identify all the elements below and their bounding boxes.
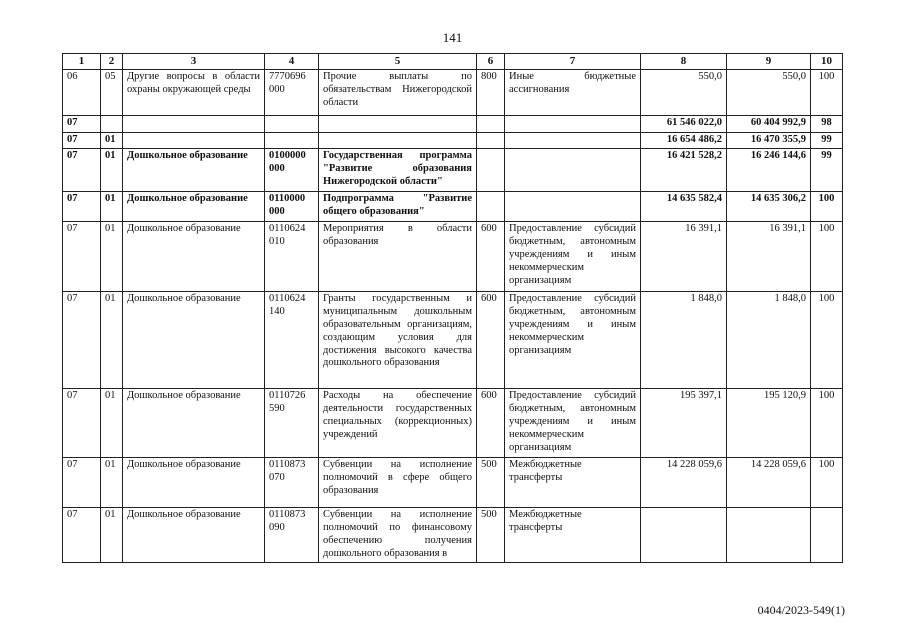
target-article-cell	[265, 116, 319, 133]
table-row	[63, 116, 843, 133]
subsection-code-cell: 01	[101, 292, 123, 389]
section-code-cell: 07	[63, 292, 101, 389]
expense-type-name-cell: Иные бюджетные ассигнования	[505, 70, 641, 116]
section-code-cell: 07	[63, 458, 101, 508]
approved-amount-cell: 16 421 528,2	[641, 149, 727, 192]
executed-amount-cell: 14 635 306,2	[727, 192, 811, 222]
section-name-cell: Другие вопросы в области охраны окружающей среды	[123, 70, 265, 116]
section-code-cell: 07	[63, 116, 101, 133]
approved-amount-cell: 16 654 486,2	[641, 133, 727, 149]
expense-type-code-cell: 500	[477, 508, 505, 562]
target-article-cell	[265, 133, 319, 149]
executed-amount-cell: 16 246 144,6	[727, 149, 811, 192]
executed-amount-cell	[727, 508, 811, 562]
table-row	[63, 192, 843, 222]
expense-type-name-cell	[505, 133, 641, 149]
document-code: 0404/2023-549(1)	[757, 603, 845, 617]
target-article-name-cell	[319, 133, 477, 149]
execution-percent-cell: 100	[811, 222, 843, 292]
target-article-name-cell: Мероприятия в области образования	[319, 222, 477, 292]
section-name-cell: Дошкольное образование	[123, 222, 265, 292]
header-row	[63, 54, 843, 70]
table-row	[63, 133, 843, 149]
section-name-cell: Дошкольное образование	[123, 192, 265, 222]
table-row	[63, 222, 843, 292]
section-code-cell: 07	[63, 389, 101, 458]
expense-type-code-cell	[477, 149, 505, 192]
target-article-cell: 7770696 000	[265, 70, 319, 116]
header-cell: 5	[319, 54, 477, 70]
header-cell: 3	[123, 54, 265, 70]
table-row	[63, 458, 843, 508]
header-cell: 6	[477, 54, 505, 70]
section-name-cell: Дошкольное образование	[123, 508, 265, 562]
executed-amount-cell: 16 391,1	[727, 222, 811, 292]
page-number: 141	[442, 30, 463, 45]
table-row	[63, 508, 843, 562]
executed-amount-cell: 195 120,9	[727, 389, 811, 458]
approved-amount-cell: 550,0	[641, 70, 727, 116]
subsection-code-cell: 01	[101, 458, 123, 508]
subsection-code-cell: 01	[101, 192, 123, 222]
target-article-cell: 0110000 000	[265, 192, 319, 222]
subsection-code-cell: 01	[101, 133, 123, 149]
target-article-cell: 0110624 010	[265, 222, 319, 292]
target-article-name-cell: Расходы на обеспечение деятельности государственных специальных (коррекционных) учреждений	[319, 389, 477, 458]
header-cell: 9	[727, 54, 811, 70]
section-code-cell: 07	[63, 133, 101, 149]
expense-type-name-cell: Предоставление субсидий бюджетным, автономным учреждениям и иным некоммерческим организациям	[505, 292, 641, 389]
header-cell: 10	[811, 54, 843, 70]
section-code-cell: 07	[63, 192, 101, 222]
target-article-name-cell	[319, 116, 477, 133]
subsection-code-cell	[101, 116, 123, 133]
executed-amount-cell: 60 404 992,9	[727, 116, 811, 133]
approved-amount-cell: 195 397,1	[641, 389, 727, 458]
expense-type-name-cell: Межбюджетные трансферты	[505, 508, 641, 562]
executed-amount-cell: 16 470 355,9	[727, 133, 811, 149]
subsection-code-cell: 05	[101, 70, 123, 116]
execution-percent-cell: 100	[811, 70, 843, 116]
header-cell: 4	[265, 54, 319, 70]
section-name-cell: Дошкольное образование	[123, 458, 265, 508]
expense-type-code-cell	[477, 133, 505, 149]
execution-percent-cell	[811, 508, 843, 562]
target-article-cell: 0110726 590	[265, 389, 319, 458]
executed-amount-cell: 14 228 059,6	[727, 458, 811, 508]
executed-amount-cell: 1 848,0	[727, 292, 811, 389]
table-row	[63, 149, 843, 192]
subsection-code-cell: 01	[101, 508, 123, 562]
expense-type-name-cell	[505, 116, 641, 133]
execution-percent-cell: 99	[811, 149, 843, 192]
approved-amount-cell: 14 635 582,4	[641, 192, 727, 222]
execution-percent-cell: 100	[811, 389, 843, 458]
target-article-cell: 0110624 140	[265, 292, 319, 389]
header-cell: 2	[101, 54, 123, 70]
expense-type-name-cell: Предоставление субсидий бюджетным, автономным учреждениям и иным некоммерческим организациям	[505, 222, 641, 292]
expense-type-code-cell: 600	[477, 222, 505, 292]
execution-percent-cell: 99	[811, 133, 843, 149]
approved-amount-cell: 16 391,1	[641, 222, 727, 292]
target-article-name-cell: Гранты государственным и муниципальным дошкольным образовательным организациям, создающим условия для достижения высокого качества дошкольного образования	[319, 292, 477, 389]
approved-amount-cell: 1 848,0	[641, 292, 727, 389]
section-name-cell: Дошкольное образование	[123, 292, 265, 389]
section-code-cell: 07	[63, 149, 101, 192]
expense-type-name-cell	[505, 149, 641, 192]
target-article-name-cell: Прочие выплаты по обязательствам Нижегородской области	[319, 70, 477, 116]
header-cell: 8	[641, 54, 727, 70]
expense-type-code-cell: 600	[477, 292, 505, 389]
execution-percent-cell: 100	[811, 192, 843, 222]
budget-table	[62, 53, 843, 563]
approved-amount-cell: 14 228 059,6	[641, 458, 727, 508]
section-name-cell: Дошкольное образование	[123, 389, 265, 458]
table-row	[63, 389, 843, 458]
expense-type-name-cell: Предоставление субсидий бюджетным, автономным учреждениям и иным некоммерческим организациям	[505, 389, 641, 458]
approved-amount-cell: 61 546 022,0	[641, 116, 727, 133]
subsection-code-cell: 01	[101, 149, 123, 192]
header-cell: 1	[63, 54, 101, 70]
section-name-cell: Дошкольное образование	[123, 149, 265, 192]
section-code-cell: 06	[63, 70, 101, 116]
executed-amount-cell: 550,0	[727, 70, 811, 116]
expense-type-name-cell: Межбюджетные трансферты	[505, 458, 641, 508]
expense-type-code-cell: 500	[477, 458, 505, 508]
section-name-cell	[123, 116, 265, 133]
table-row	[63, 292, 843, 389]
expense-type-code-cell	[477, 192, 505, 222]
subsection-code-cell: 01	[101, 222, 123, 292]
section-name-cell	[123, 133, 265, 149]
section-code-cell: 07	[63, 222, 101, 292]
table-row	[63, 70, 843, 116]
expense-type-code-cell: 800	[477, 70, 505, 116]
expense-type-code-cell	[477, 116, 505, 133]
expense-type-code-cell: 600	[477, 389, 505, 458]
target-article-name-cell: Субвенции на исполнение полномочий в сфере общего образования	[319, 458, 477, 508]
section-code-cell: 07	[63, 508, 101, 562]
execution-percent-cell: 98	[811, 116, 843, 133]
expense-type-name-cell	[505, 192, 641, 222]
subsection-code-cell: 01	[101, 389, 123, 458]
execution-percent-cell: 100	[811, 458, 843, 508]
target-article-cell: 0110873 070	[265, 458, 319, 508]
target-article-name-cell: Государственная программа "Развитие образования Нижегородской области"	[319, 149, 477, 192]
target-article-cell: 0100000 000	[265, 149, 319, 192]
approved-amount-cell	[641, 508, 727, 562]
target-article-name-cell: Субвенции на исполнение полномочий по финансовому обеспечению получения дошкольного образования в	[319, 508, 477, 562]
target-article-name-cell: Подпрограмма "Развитие общего образования"	[319, 192, 477, 222]
target-article-cell: 0110873 090	[265, 508, 319, 562]
execution-percent-cell: 100	[811, 292, 843, 389]
header-cell: 7	[505, 54, 641, 70]
